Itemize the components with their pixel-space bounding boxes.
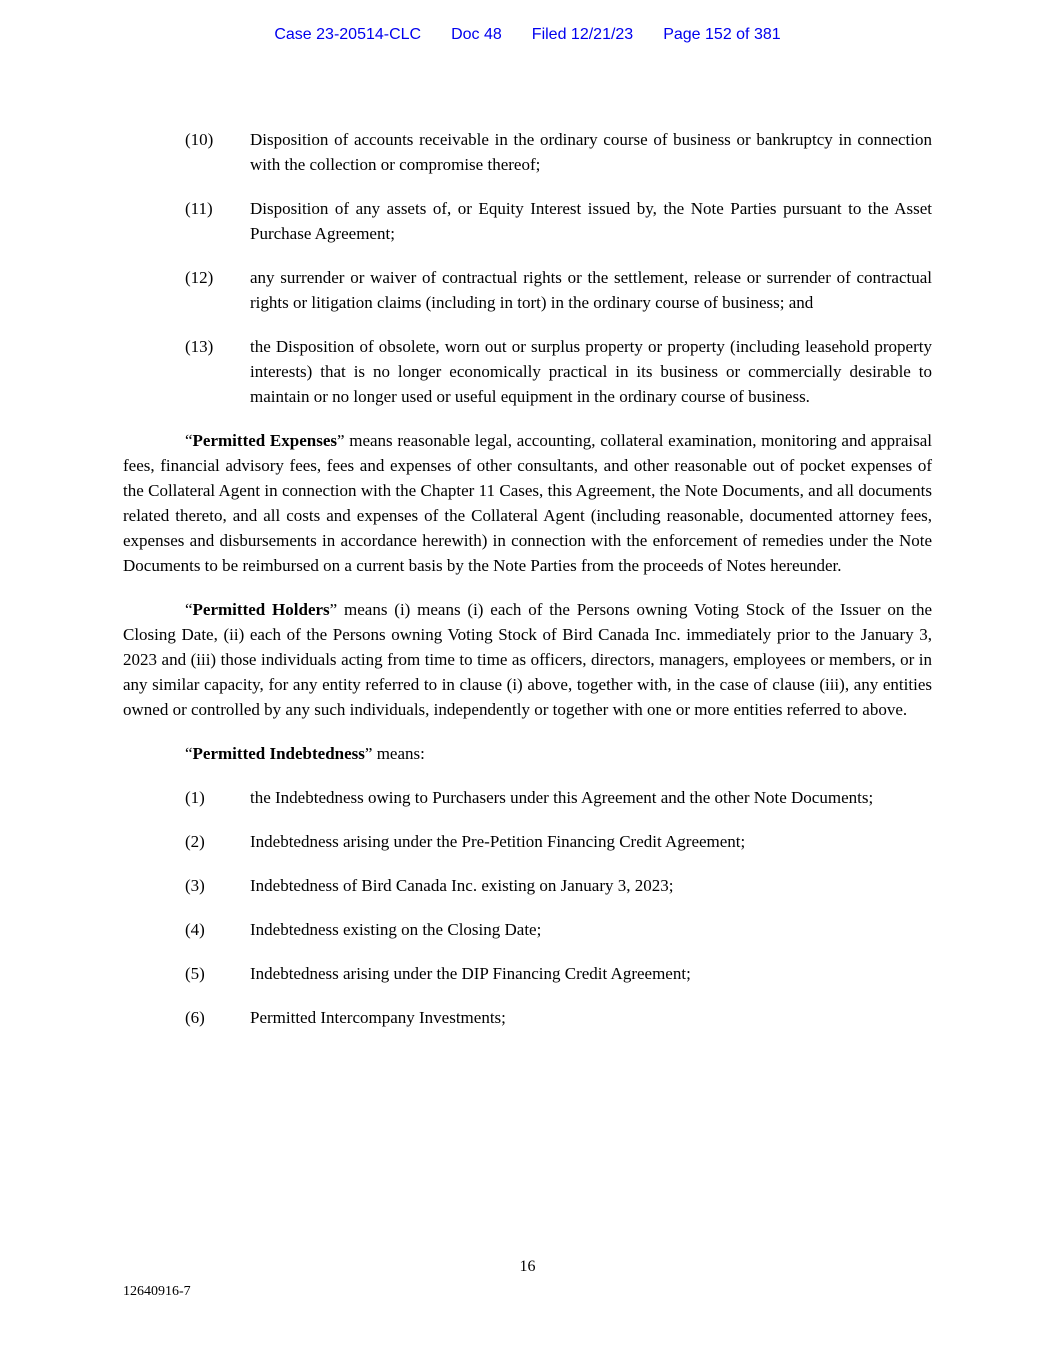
doc-label: Doc 48: [451, 26, 502, 43]
open-quote: “: [185, 744, 193, 763]
item-text: the Indebtedness owing to Purchasers under this Agreement and the other Note Documents;: [250, 788, 874, 807]
list-item: [123, 829, 932, 854]
open-quote: “: [185, 600, 193, 619]
filed-date: Filed 12/21/23: [531, 26, 634, 43]
item-text: Disposition of any assets of, or Equity Interest issued by, the Note Parties pursuant to the Asset Purchase Agreement;: [250, 199, 932, 243]
item-text: Indebtedness of Bird Canada Inc. existing on January 3, 2023;: [250, 876, 674, 895]
page-number: 16: [519, 1258, 536, 1275]
disposition-list: [123, 127, 932, 409]
item-number: (5): [185, 964, 205, 983]
list-item: [123, 265, 932, 315]
item-number: (1): [185, 788, 205, 807]
definition-text: ” means:: [364, 744, 425, 763]
definition-permitted-holders: [123, 597, 932, 722]
item-number: (12): [185, 268, 214, 287]
item-number: (6): [185, 1008, 205, 1027]
definition-permitted-indebtedness: [123, 741, 932, 766]
item-text: Indebtedness arising under the Pre-Petition Financing Credit Agreement;: [250, 832, 746, 851]
item-text: Permitted Intercompany Investments;: [250, 1008, 506, 1027]
definition-text: ” means reasonable legal, accounting, collateral examination, monitoring and appraisal fees, financial advisory fees, fees and expenses of other consultants, and other reasonable out of pocket expenses of the Collateral Agent in connection with the Chapter 11 Cases, this Agreement, the Note Documents, and all documents related thereto, and all costs and expenses of the Collateral Agent (including reasonable, documented attorney fees, expenses and disbursements in accordance herewith) in connection with the enforcement of remedies under the Note Documents to be reimbursed on a current basis by the Note Parties from the proceeds of Notes hereunder.: [123, 431, 932, 575]
definition-text: ” means (i) means (i) each of the Persons owning Voting Stock of the Issuer on the Closing Date, (ii) each of the Persons owning Voting Stock of Bird Canada Inc. immediately prior to the January 3, 2023 and (iii) those individuals acting from time to time as officers, directors, managers, employees or members, or in any similar capacity, for any entity referred to in clause (i) above, together with, in the case of clause (iii), any entities owned or controlled by any such individuals, independently or together with one or more entities referred to above.: [123, 600, 933, 719]
item-text: Indebtedness existing on the Closing Date;: [250, 920, 542, 939]
document-body: [123, 127, 932, 1049]
item-number: (13): [185, 337, 214, 356]
item-text: any surrender or waiver of contractual rights or the settlement, release or surrender of contractual rights or litigation claims (including in tort) in the ordinary course of business; and: [250, 268, 932, 312]
item-text: the Disposition of obsolete, worn out or surplus property or property (including leasehold property interests) that is no longer economically practical in its business or commercially desirable to maintain or no longer used or useful equipment in the ordinary course of business.: [250, 337, 932, 406]
list-item: [123, 196, 932, 246]
item-number: (10): [185, 130, 214, 149]
list-item: [123, 334, 932, 409]
definition-permitted-expenses: [123, 428, 932, 578]
list-item: [123, 961, 932, 986]
case-stamp-header: [0, 22, 1055, 47]
defined-term: Permitted Holders: [192, 600, 330, 619]
list-item: [123, 873, 932, 898]
item-number: (4): [185, 920, 205, 939]
indebtedness-list: [123, 785, 932, 1030]
item-number: (3): [185, 876, 205, 895]
item-number: (11): [185, 199, 213, 218]
list-item: [123, 127, 932, 177]
case-number: Case 23-20514-CLC: [274, 26, 422, 43]
document-control-number: 12640916-7: [123, 1284, 191, 1299]
item-text: Disposition of accounts receivable in the ordinary course of business or bankruptcy in connection with the collection or compromise thereof;: [250, 130, 932, 174]
item-number: (2): [185, 832, 205, 851]
defined-term: Permitted Indebtedness: [192, 744, 365, 763]
list-item: [123, 1005, 932, 1030]
defined-term: Permitted Expenses: [192, 431, 337, 450]
page-of-label: Page 152 of 381: [663, 26, 781, 43]
list-item: [123, 917, 932, 942]
item-text: Indebtedness arising under the DIP Financing Credit Agreement;: [250, 964, 691, 983]
open-quote: “: [185, 431, 193, 450]
list-item: [123, 785, 932, 810]
